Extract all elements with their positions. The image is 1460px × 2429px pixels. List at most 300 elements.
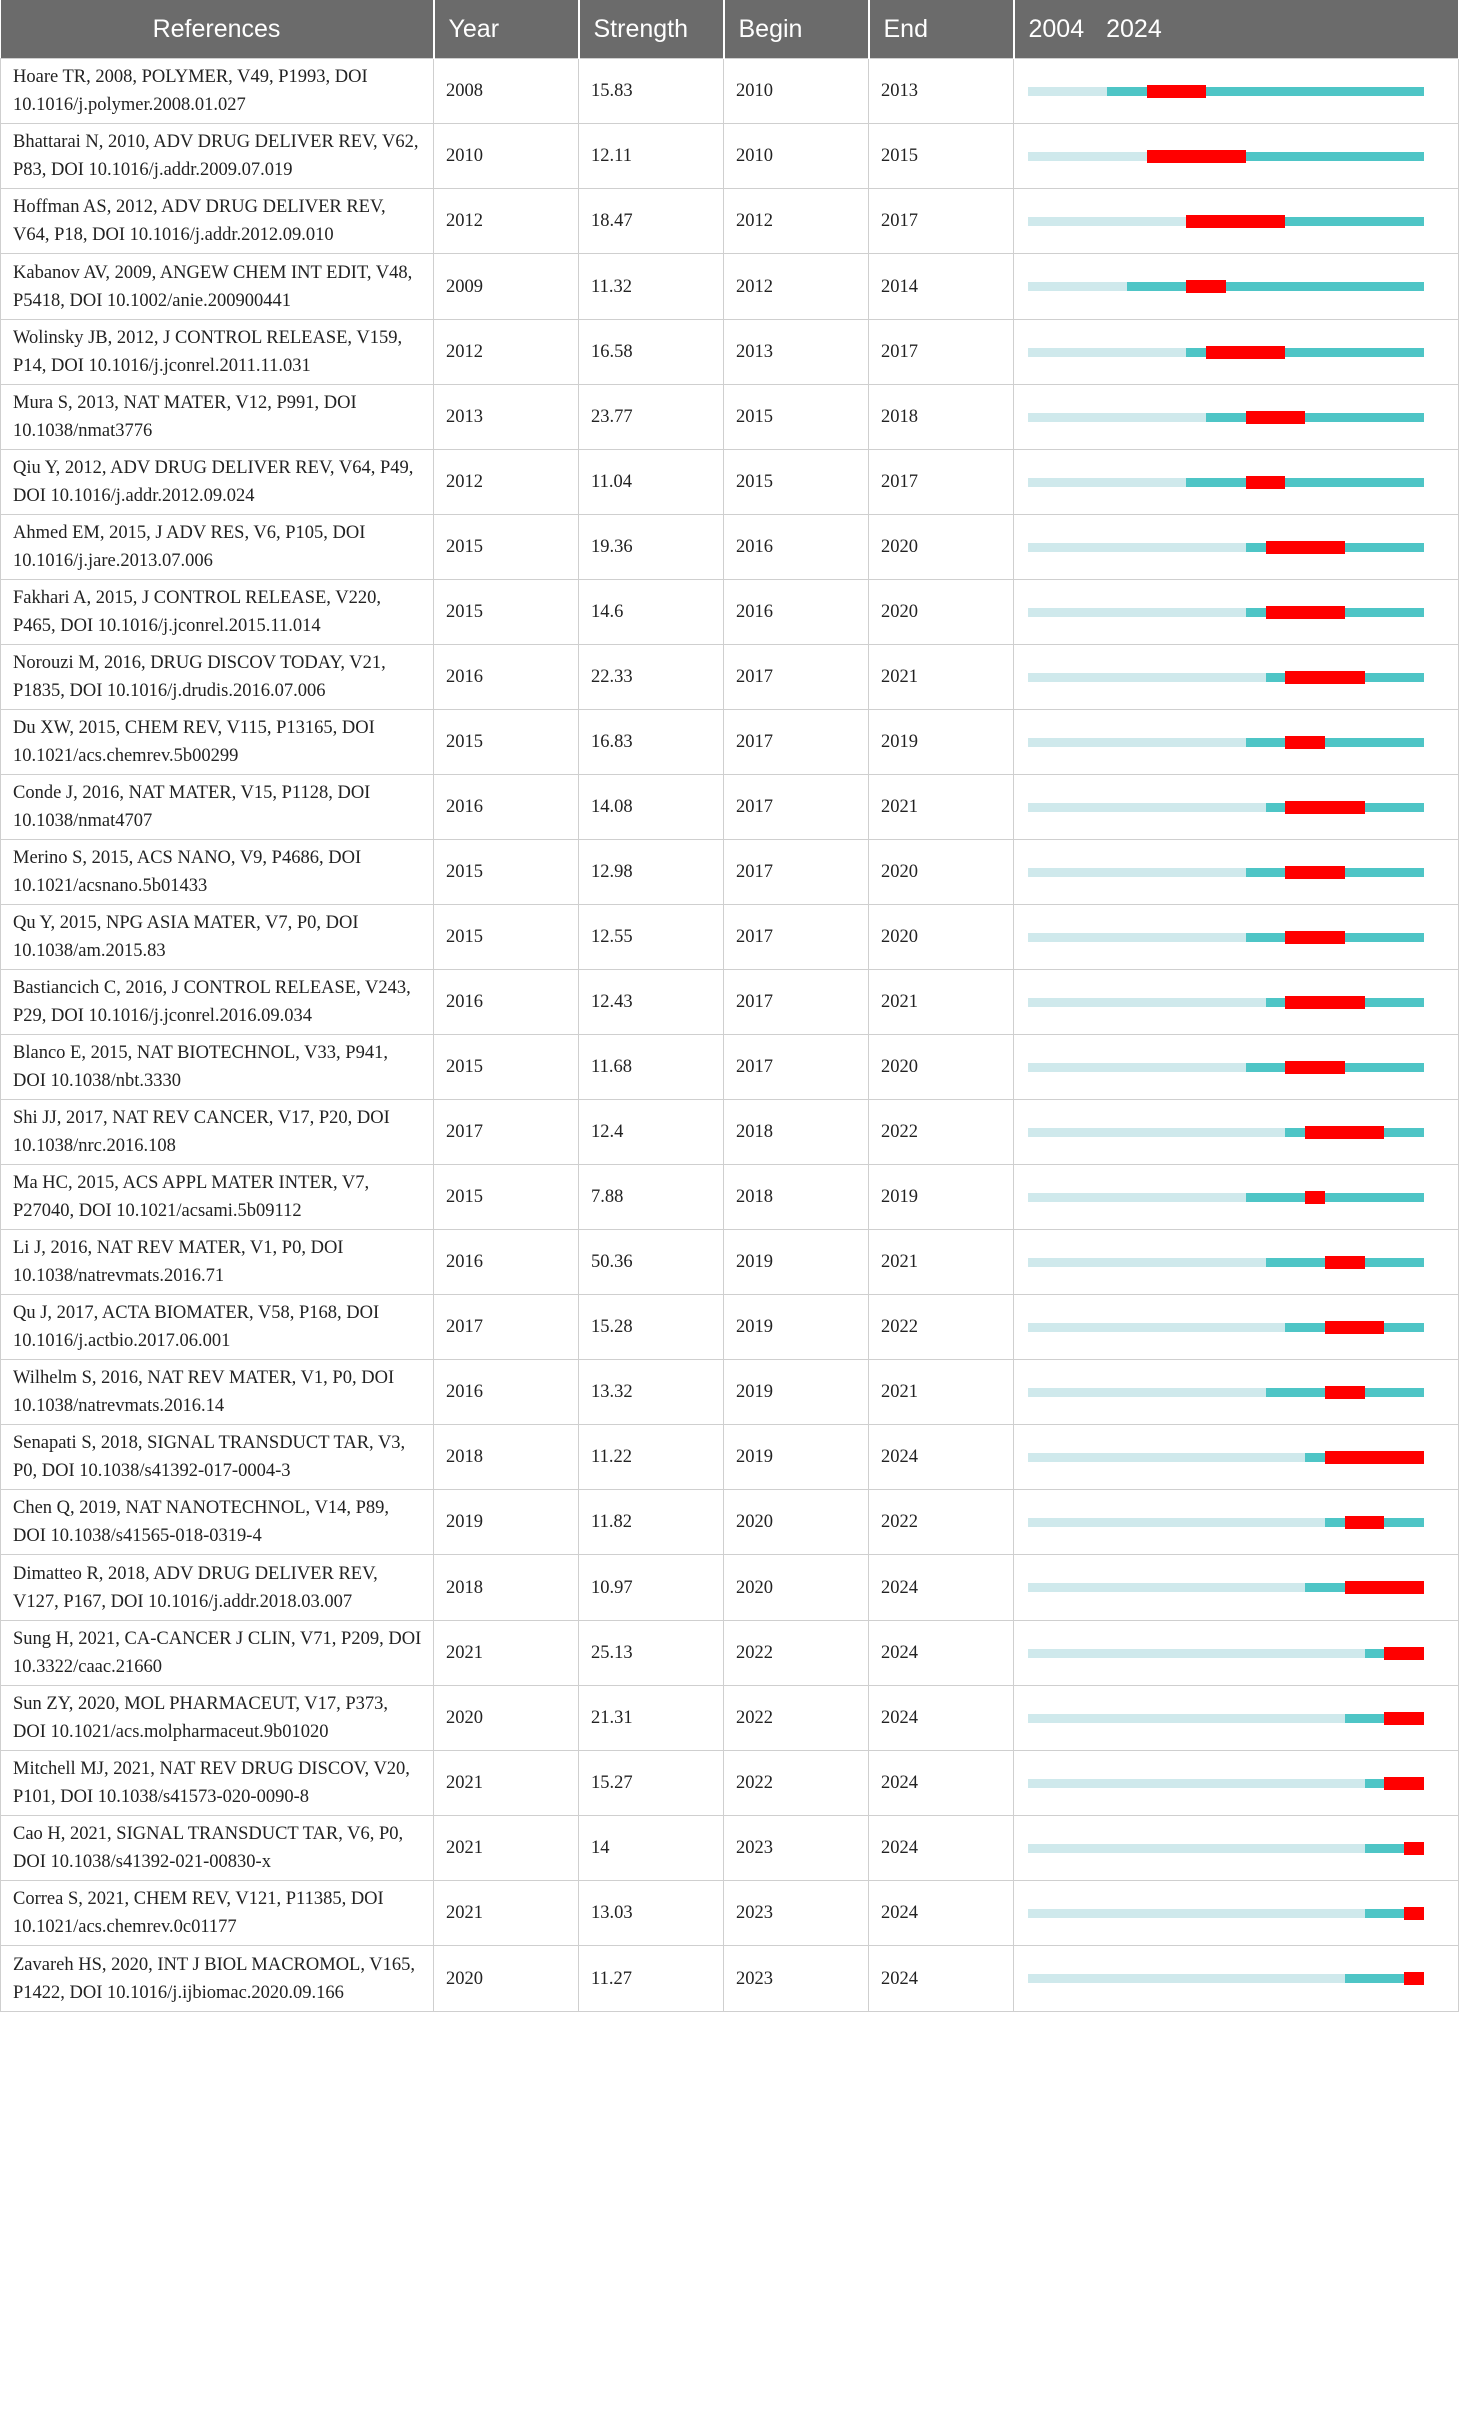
reference-cell: Merino S, 2015, ACS NANO, V9, P4686, DOI 10.1021/acsnano.5b01433 bbox=[1, 840, 434, 905]
burst-segment bbox=[1345, 1581, 1424, 1594]
inactive-segment bbox=[1028, 1258, 1266, 1267]
table-row bbox=[1, 515, 1459, 580]
timeline-bar bbox=[1028, 1779, 1424, 1788]
table-row bbox=[1, 1946, 1459, 2012]
begin-cell: 2010 bbox=[724, 59, 869, 124]
end-cell: 2024 bbox=[869, 1425, 1014, 1490]
year-cell: 2015 bbox=[434, 710, 579, 775]
table-row bbox=[1, 905, 1459, 970]
end-cell: 2014 bbox=[869, 254, 1014, 320]
burst-segment bbox=[1266, 606, 1345, 619]
table-row bbox=[1, 1621, 1459, 1686]
active-segment bbox=[1246, 738, 1424, 747]
burst-segment bbox=[1345, 1516, 1385, 1529]
begin-cell: 2017 bbox=[724, 970, 869, 1035]
timeline-bar bbox=[1028, 87, 1424, 96]
reference-cell: Cao H, 2021, SIGNAL TRANSDUCT TAR, V6, P0, DOI 10.1038/s41392-021-00830-x bbox=[1, 1816, 434, 1881]
begin-cell: 2010 bbox=[724, 124, 869, 189]
timeline-bar bbox=[1028, 1649, 1424, 1658]
year-cell: 2012 bbox=[434, 320, 579, 385]
table-row bbox=[1, 450, 1459, 515]
timeline-cell bbox=[1014, 1425, 1459, 1490]
year-cell: 2010 bbox=[434, 124, 579, 189]
table-row bbox=[1, 1490, 1459, 1555]
strength-cell: 11.04 bbox=[579, 450, 724, 515]
strength-cell: 14.08 bbox=[579, 775, 724, 840]
timeline-cell bbox=[1014, 254, 1459, 320]
end-cell: 2019 bbox=[869, 1165, 1014, 1230]
strength-cell: 25.13 bbox=[579, 1621, 724, 1686]
strength-cell: 11.82 bbox=[579, 1490, 724, 1555]
begin-cell: 2017 bbox=[724, 840, 869, 905]
timeline-cell bbox=[1014, 775, 1459, 840]
inactive-segment bbox=[1028, 1453, 1305, 1462]
burst-segment bbox=[1206, 346, 1285, 359]
table-row bbox=[1, 970, 1459, 1035]
header-row bbox=[1, 0, 1459, 59]
active-segment bbox=[1246, 1193, 1424, 1202]
burst-segment bbox=[1186, 280, 1226, 293]
year-cell: 2021 bbox=[434, 1881, 579, 1946]
strength-cell: 10.97 bbox=[579, 1555, 724, 1621]
burst-segment bbox=[1285, 1061, 1344, 1074]
timeline-bar bbox=[1028, 1258, 1424, 1267]
timeline-bar bbox=[1028, 803, 1424, 812]
burst-segment bbox=[1186, 215, 1285, 228]
reference-cell: Mura S, 2013, NAT MATER, V12, P991, DOI 10.1038/nmat3776 bbox=[1, 385, 434, 450]
burst-segment bbox=[1246, 476, 1286, 489]
timeline-cell bbox=[1014, 970, 1459, 1035]
begin-cell: 2015 bbox=[724, 385, 869, 450]
timeline-cell bbox=[1014, 124, 1459, 189]
timeline-cell bbox=[1014, 1686, 1459, 1751]
timeline-cell bbox=[1014, 710, 1459, 775]
timeline-bar bbox=[1028, 673, 1424, 682]
timeline-cell bbox=[1014, 59, 1459, 124]
inactive-segment bbox=[1028, 803, 1266, 812]
inactive-segment bbox=[1028, 1518, 1325, 1527]
reference-cell: Dimatteo R, 2018, ADV DRUG DELIVER REV, V127, P167, DOI 10.1016/j.addr.2018.03.007 bbox=[1, 1555, 434, 1621]
inactive-segment bbox=[1028, 1128, 1285, 1137]
burst-segment bbox=[1325, 1321, 1384, 1334]
timeline-cell bbox=[1014, 189, 1459, 254]
inactive-segment bbox=[1028, 87, 1107, 96]
begin-cell: 2023 bbox=[724, 1816, 869, 1881]
reference-cell: Qiu Y, 2012, ADV DRUG DELIVER REV, V64, P49, DOI 10.1016/j.addr.2012.09.024 bbox=[1, 450, 434, 515]
begin-cell: 2023 bbox=[724, 1881, 869, 1946]
timeline-bar bbox=[1028, 868, 1424, 877]
active-segment bbox=[1186, 478, 1424, 487]
year-cell: 2013 bbox=[434, 385, 579, 450]
reference-cell: Shi JJ, 2017, NAT REV CANCER, V17, P20, DOI 10.1038/nrc.2016.108 bbox=[1, 1100, 434, 1165]
timeline-bar bbox=[1028, 1063, 1424, 1072]
strength-cell: 12.43 bbox=[579, 970, 724, 1035]
end-cell: 2020 bbox=[869, 580, 1014, 645]
year-cell: 2008 bbox=[434, 59, 579, 124]
strength-cell: 14.6 bbox=[579, 580, 724, 645]
burst-segment bbox=[1285, 671, 1364, 684]
begin-cell: 2020 bbox=[724, 1555, 869, 1621]
table-row bbox=[1, 320, 1459, 385]
table-row bbox=[1, 1165, 1459, 1230]
timeline-bar bbox=[1028, 1518, 1424, 1527]
timeline-cell bbox=[1014, 645, 1459, 710]
year-cell: 2015 bbox=[434, 1165, 579, 1230]
timeline-bar bbox=[1028, 1388, 1424, 1397]
burst-segment bbox=[1305, 1126, 1384, 1139]
timeline-cell bbox=[1014, 1621, 1459, 1686]
timeline-bar bbox=[1028, 1844, 1424, 1853]
header-range-start: 2004 bbox=[1028, 14, 1085, 43]
end-cell: 2021 bbox=[869, 645, 1014, 710]
begin-cell: 2017 bbox=[724, 905, 869, 970]
table-row bbox=[1, 710, 1459, 775]
end-cell: 2024 bbox=[869, 1881, 1014, 1946]
header-timeline bbox=[1014, 0, 1459, 59]
strength-cell: 15.27 bbox=[579, 1751, 724, 1816]
end-cell: 2020 bbox=[869, 905, 1014, 970]
begin-cell: 2016 bbox=[724, 515, 869, 580]
timeline-cell bbox=[1014, 1230, 1459, 1295]
burst-segment bbox=[1266, 541, 1345, 554]
inactive-segment bbox=[1028, 1714, 1345, 1723]
strength-cell: 12.11 bbox=[579, 124, 724, 189]
year-cell: 2016 bbox=[434, 645, 579, 710]
burst-segment bbox=[1147, 150, 1246, 163]
begin-cell: 2017 bbox=[724, 710, 869, 775]
begin-cell: 2013 bbox=[724, 320, 869, 385]
strength-cell: 50.36 bbox=[579, 1230, 724, 1295]
burst-segment bbox=[1325, 1386, 1365, 1399]
strength-cell: 13.32 bbox=[579, 1360, 724, 1425]
inactive-segment bbox=[1028, 1063, 1246, 1072]
timeline-bar bbox=[1028, 1128, 1424, 1137]
timeline-cell bbox=[1014, 515, 1459, 580]
year-cell: 2018 bbox=[434, 1555, 579, 1621]
end-cell: 2017 bbox=[869, 450, 1014, 515]
reference-cell: Qu J, 2017, ACTA BIOMATER, V58, P168, DOI 10.1016/j.actbio.2017.06.001 bbox=[1, 1295, 434, 1360]
strength-cell: 18.47 bbox=[579, 189, 724, 254]
header-begin: Begin bbox=[724, 0, 869, 59]
timeline-cell bbox=[1014, 1751, 1459, 1816]
reference-cell: Qu Y, 2015, NPG ASIA MATER, V7, P0, DOI 10.1038/am.2015.83 bbox=[1, 905, 434, 970]
inactive-segment bbox=[1028, 217, 1186, 226]
year-cell: 2016 bbox=[434, 970, 579, 1035]
inactive-segment bbox=[1028, 348, 1186, 357]
year-cell: 2015 bbox=[434, 515, 579, 580]
year-cell: 2015 bbox=[434, 905, 579, 970]
table-row bbox=[1, 59, 1459, 124]
table-row bbox=[1, 1816, 1459, 1881]
begin-cell: 2019 bbox=[724, 1295, 869, 1360]
year-cell: 2016 bbox=[434, 775, 579, 840]
burst-segment bbox=[1384, 1777, 1424, 1790]
strength-cell: 21.31 bbox=[579, 1686, 724, 1751]
burst-segment bbox=[1384, 1647, 1424, 1660]
inactive-segment bbox=[1028, 478, 1186, 487]
strength-cell: 19.36 bbox=[579, 515, 724, 580]
timeline-bar bbox=[1028, 543, 1424, 552]
begin-cell: 2018 bbox=[724, 1165, 869, 1230]
timeline-bar bbox=[1028, 478, 1424, 487]
timeline-cell bbox=[1014, 1295, 1459, 1360]
strength-cell: 22.33 bbox=[579, 645, 724, 710]
end-cell: 2024 bbox=[869, 1751, 1014, 1816]
reference-cell: Li J, 2016, NAT REV MATER, V1, P0, DOI 10.1038/natrevmats.2016.71 bbox=[1, 1230, 434, 1295]
end-cell: 2024 bbox=[869, 1621, 1014, 1686]
strength-cell: 16.83 bbox=[579, 710, 724, 775]
inactive-segment bbox=[1028, 1779, 1365, 1788]
reference-cell: Bhattarai N, 2010, ADV DRUG DELIVER REV, V62, P83, DOI 10.1016/j.addr.2009.07.019 bbox=[1, 124, 434, 189]
reference-cell: Norouzi M, 2016, DRUG DISCOV TODAY, V21, P1835, DOI 10.1016/j.drudis.2016.07.006 bbox=[1, 645, 434, 710]
strength-cell: 11.68 bbox=[579, 1035, 724, 1100]
reference-cell: Kabanov AV, 2009, ANGEW CHEM INT EDIT, V48, P5418, DOI 10.1002/anie.200900441 bbox=[1, 254, 434, 320]
timeline-cell bbox=[1014, 1360, 1459, 1425]
burst-segment bbox=[1404, 1842, 1424, 1855]
strength-cell: 14 bbox=[579, 1816, 724, 1881]
end-cell: 2020 bbox=[869, 515, 1014, 580]
timeline-cell bbox=[1014, 320, 1459, 385]
reference-cell: Hoare TR, 2008, POLYMER, V49, P1993, DOI 10.1016/j.polymer.2008.01.027 bbox=[1, 59, 434, 124]
table-row bbox=[1, 385, 1459, 450]
inactive-segment bbox=[1028, 1388, 1266, 1397]
strength-cell: 11.32 bbox=[579, 254, 724, 320]
timeline-cell bbox=[1014, 1881, 1459, 1946]
end-cell: 2015 bbox=[869, 124, 1014, 189]
reference-cell: Du XW, 2015, CHEM REV, V115, P13165, DOI 10.1021/acs.chemrev.5b00299 bbox=[1, 710, 434, 775]
end-cell: 2022 bbox=[869, 1100, 1014, 1165]
timeline-bar bbox=[1028, 608, 1424, 617]
end-cell: 2024 bbox=[869, 1816, 1014, 1881]
inactive-segment bbox=[1028, 1323, 1285, 1332]
strength-cell: 15.28 bbox=[579, 1295, 724, 1360]
begin-cell: 2022 bbox=[724, 1751, 869, 1816]
timeline-bar bbox=[1028, 998, 1424, 1007]
timeline-cell bbox=[1014, 1555, 1459, 1621]
end-cell: 2020 bbox=[869, 1035, 1014, 1100]
timeline-bar bbox=[1028, 1453, 1424, 1462]
begin-cell: 2022 bbox=[724, 1686, 869, 1751]
timeline-bar bbox=[1028, 152, 1424, 161]
begin-cell: 2017 bbox=[724, 775, 869, 840]
table-row bbox=[1, 1100, 1459, 1165]
timeline-cell bbox=[1014, 1490, 1459, 1555]
table-row bbox=[1, 1751, 1459, 1816]
reference-cell: Senapati S, 2018, SIGNAL TRANSDUCT TAR, V3, P0, DOI 10.1038/s41392-017-0004-3 bbox=[1, 1425, 434, 1490]
burst-segment bbox=[1285, 866, 1344, 879]
year-cell: 2009 bbox=[434, 254, 579, 320]
inactive-segment bbox=[1028, 673, 1266, 682]
timeline-cell bbox=[1014, 840, 1459, 905]
table-row bbox=[1, 124, 1459, 189]
strength-cell: 12.4 bbox=[579, 1100, 724, 1165]
header-strength: Strength bbox=[579, 0, 724, 59]
strength-cell: 12.55 bbox=[579, 905, 724, 970]
burst-segment bbox=[1384, 1712, 1424, 1725]
burst-segment bbox=[1404, 1907, 1424, 1920]
end-cell: 2017 bbox=[869, 189, 1014, 254]
header-end: End bbox=[869, 0, 1014, 59]
begin-cell: 2016 bbox=[724, 580, 869, 645]
strength-cell: 11.22 bbox=[579, 1425, 724, 1490]
inactive-segment bbox=[1028, 1974, 1345, 1983]
begin-cell: 2019 bbox=[724, 1230, 869, 1295]
header-range-end: 2024 bbox=[1106, 14, 1162, 43]
end-cell: 2021 bbox=[869, 1230, 1014, 1295]
begin-cell: 2012 bbox=[724, 254, 869, 320]
inactive-segment bbox=[1028, 543, 1246, 552]
timeline-bar bbox=[1028, 1193, 1424, 1202]
year-cell: 2020 bbox=[434, 1686, 579, 1751]
table-row bbox=[1, 254, 1459, 320]
table-row bbox=[1, 1881, 1459, 1946]
year-cell: 2021 bbox=[434, 1816, 579, 1881]
timeline-cell bbox=[1014, 905, 1459, 970]
strength-cell: 16.58 bbox=[579, 320, 724, 385]
timeline-bar bbox=[1028, 933, 1424, 942]
table-row bbox=[1, 189, 1459, 254]
table-row bbox=[1, 1295, 1459, 1360]
timeline-cell bbox=[1014, 1816, 1459, 1881]
burst-segment bbox=[1147, 85, 1206, 98]
year-cell: 2016 bbox=[434, 1360, 579, 1425]
reference-cell: Bastiancich C, 2016, J CONTROL RELEASE, V243, P29, DOI 10.1016/j.jconrel.2016.09.034 bbox=[1, 970, 434, 1035]
begin-cell: 2017 bbox=[724, 1035, 869, 1100]
reference-cell: Sun ZY, 2020, MOL PHARMACEUT, V17, P373, DOI 10.1021/acs.molpharmaceut.9b01020 bbox=[1, 1686, 434, 1751]
end-cell: 2024 bbox=[869, 1946, 1014, 2012]
begin-cell: 2018 bbox=[724, 1100, 869, 1165]
table-row bbox=[1, 1035, 1459, 1100]
end-cell: 2024 bbox=[869, 1555, 1014, 1621]
end-cell: 2022 bbox=[869, 1490, 1014, 1555]
burst-segment bbox=[1404, 1972, 1424, 1985]
reference-cell: Ma HC, 2015, ACS APPL MATER INTER, V7, P27040, DOI 10.1021/acsami.5b09112 bbox=[1, 1165, 434, 1230]
timeline-bar bbox=[1028, 1714, 1424, 1723]
burst-segment bbox=[1325, 1256, 1365, 1269]
year-cell: 2012 bbox=[434, 189, 579, 254]
inactive-segment bbox=[1028, 1909, 1365, 1918]
end-cell: 2019 bbox=[869, 710, 1014, 775]
active-segment bbox=[1127, 282, 1424, 291]
reference-cell: Mitchell MJ, 2021, NAT REV DRUG DISCOV, V20, P101, DOI 10.1038/s41573-020-0090-8 bbox=[1, 1751, 434, 1816]
header-year: Year bbox=[434, 0, 579, 59]
burst-segment bbox=[1246, 411, 1305, 424]
reference-cell: Chen Q, 2019, NAT NANOTECHNOL, V14, P89, DOI 10.1038/s41565-018-0319-4 bbox=[1, 1490, 434, 1555]
begin-cell: 2015 bbox=[724, 450, 869, 515]
strength-cell: 23.77 bbox=[579, 385, 724, 450]
table-row bbox=[1, 645, 1459, 710]
reference-cell: Hoffman AS, 2012, ADV DRUG DELIVER REV, V64, P18, DOI 10.1016/j.addr.2012.09.010 bbox=[1, 189, 434, 254]
year-cell: 2021 bbox=[434, 1621, 579, 1686]
year-cell: 2019 bbox=[434, 1490, 579, 1555]
end-cell: 2017 bbox=[869, 320, 1014, 385]
burst-segment bbox=[1285, 736, 1325, 749]
begin-cell: 2023 bbox=[724, 1946, 869, 2012]
end-cell: 2018 bbox=[869, 385, 1014, 450]
active-segment bbox=[1206, 413, 1424, 422]
timeline-bar bbox=[1028, 1974, 1424, 1983]
inactive-segment bbox=[1028, 998, 1266, 1007]
year-cell: 2012 bbox=[434, 450, 579, 515]
header-references: References bbox=[1, 0, 434, 59]
inactive-segment bbox=[1028, 152, 1147, 161]
year-cell: 2015 bbox=[434, 840, 579, 905]
reference-cell: Fakhari A, 2015, J CONTROL RELEASE, V220, P465, DOI 10.1016/j.jconrel.2015.11.014 bbox=[1, 580, 434, 645]
timeline-cell bbox=[1014, 580, 1459, 645]
burst-segment bbox=[1285, 996, 1364, 1009]
end-cell: 2021 bbox=[869, 1360, 1014, 1425]
inactive-segment bbox=[1028, 933, 1246, 942]
reference-cell: Correa S, 2021, CHEM REV, V121, P11385, DOI 10.1021/acs.chemrev.0c01177 bbox=[1, 1881, 434, 1946]
timeline-bar bbox=[1028, 1323, 1424, 1332]
strength-cell: 13.03 bbox=[579, 1881, 724, 1946]
begin-cell: 2019 bbox=[724, 1425, 869, 1490]
begin-cell: 2022 bbox=[724, 1621, 869, 1686]
inactive-segment bbox=[1028, 868, 1246, 877]
table-row bbox=[1, 1230, 1459, 1295]
begin-cell: 2012 bbox=[724, 189, 869, 254]
burst-segment bbox=[1325, 1451, 1424, 1464]
inactive-segment bbox=[1028, 1649, 1365, 1658]
timeline-bar bbox=[1028, 1909, 1424, 1918]
table-row bbox=[1, 775, 1459, 840]
strength-cell: 11.27 bbox=[579, 1946, 724, 2012]
burst-segment bbox=[1285, 801, 1364, 814]
inactive-segment bbox=[1028, 1844, 1365, 1853]
year-cell: 2017 bbox=[434, 1295, 579, 1360]
timeline-bar bbox=[1028, 738, 1424, 747]
year-cell: 2016 bbox=[434, 1230, 579, 1295]
reference-cell: Conde J, 2016, NAT MATER, V15, P1128, DOI 10.1038/nmat4707 bbox=[1, 775, 434, 840]
begin-cell: 2019 bbox=[724, 1360, 869, 1425]
reference-cell: Blanco E, 2015, NAT BIOTECHNOL, V33, P941, DOI 10.1038/nbt.3330 bbox=[1, 1035, 434, 1100]
inactive-segment bbox=[1028, 413, 1206, 422]
table-row bbox=[1, 1686, 1459, 1751]
table-row bbox=[1, 1555, 1459, 1621]
end-cell: 2013 bbox=[869, 59, 1014, 124]
strength-cell: 12.98 bbox=[579, 840, 724, 905]
timeline-bar bbox=[1028, 348, 1424, 357]
table-row bbox=[1, 1425, 1459, 1490]
begin-cell: 2017 bbox=[724, 645, 869, 710]
end-cell: 2022 bbox=[869, 1295, 1014, 1360]
year-cell: 2017 bbox=[434, 1100, 579, 1165]
strength-cell: 15.83 bbox=[579, 59, 724, 124]
timeline-cell bbox=[1014, 1100, 1459, 1165]
end-cell: 2021 bbox=[869, 775, 1014, 840]
year-cell: 2021 bbox=[434, 1751, 579, 1816]
begin-cell: 2020 bbox=[724, 1490, 869, 1555]
timeline-bar bbox=[1028, 282, 1424, 291]
end-cell: 2024 bbox=[869, 1686, 1014, 1751]
inactive-segment bbox=[1028, 1583, 1305, 1592]
timeline-cell bbox=[1014, 385, 1459, 450]
inactive-segment bbox=[1028, 608, 1246, 617]
table-row bbox=[1, 580, 1459, 645]
inactive-segment bbox=[1028, 282, 1127, 291]
timeline-cell bbox=[1014, 1035, 1459, 1100]
reference-cell: Wilhelm S, 2016, NAT REV MATER, V1, P0, DOI 10.1038/natrevmats.2016.14 bbox=[1, 1360, 434, 1425]
timeline-cell bbox=[1014, 1946, 1459, 2012]
burst-segment bbox=[1285, 931, 1344, 944]
reference-cell: Ahmed EM, 2015, J ADV RES, V6, P105, DOI 10.1016/j.jare.2013.07.006 bbox=[1, 515, 434, 580]
end-cell: 2021 bbox=[869, 970, 1014, 1035]
end-cell: 2020 bbox=[869, 840, 1014, 905]
timeline-bar bbox=[1028, 217, 1424, 226]
reference-cell: Zavareh HS, 2020, INT J BIOL MACROMOL, V165, P1422, DOI 10.1016/j.ijbiomac.2020.09.166 bbox=[1, 1946, 434, 2012]
table-row bbox=[1, 1360, 1459, 1425]
inactive-segment bbox=[1028, 1193, 1246, 1202]
